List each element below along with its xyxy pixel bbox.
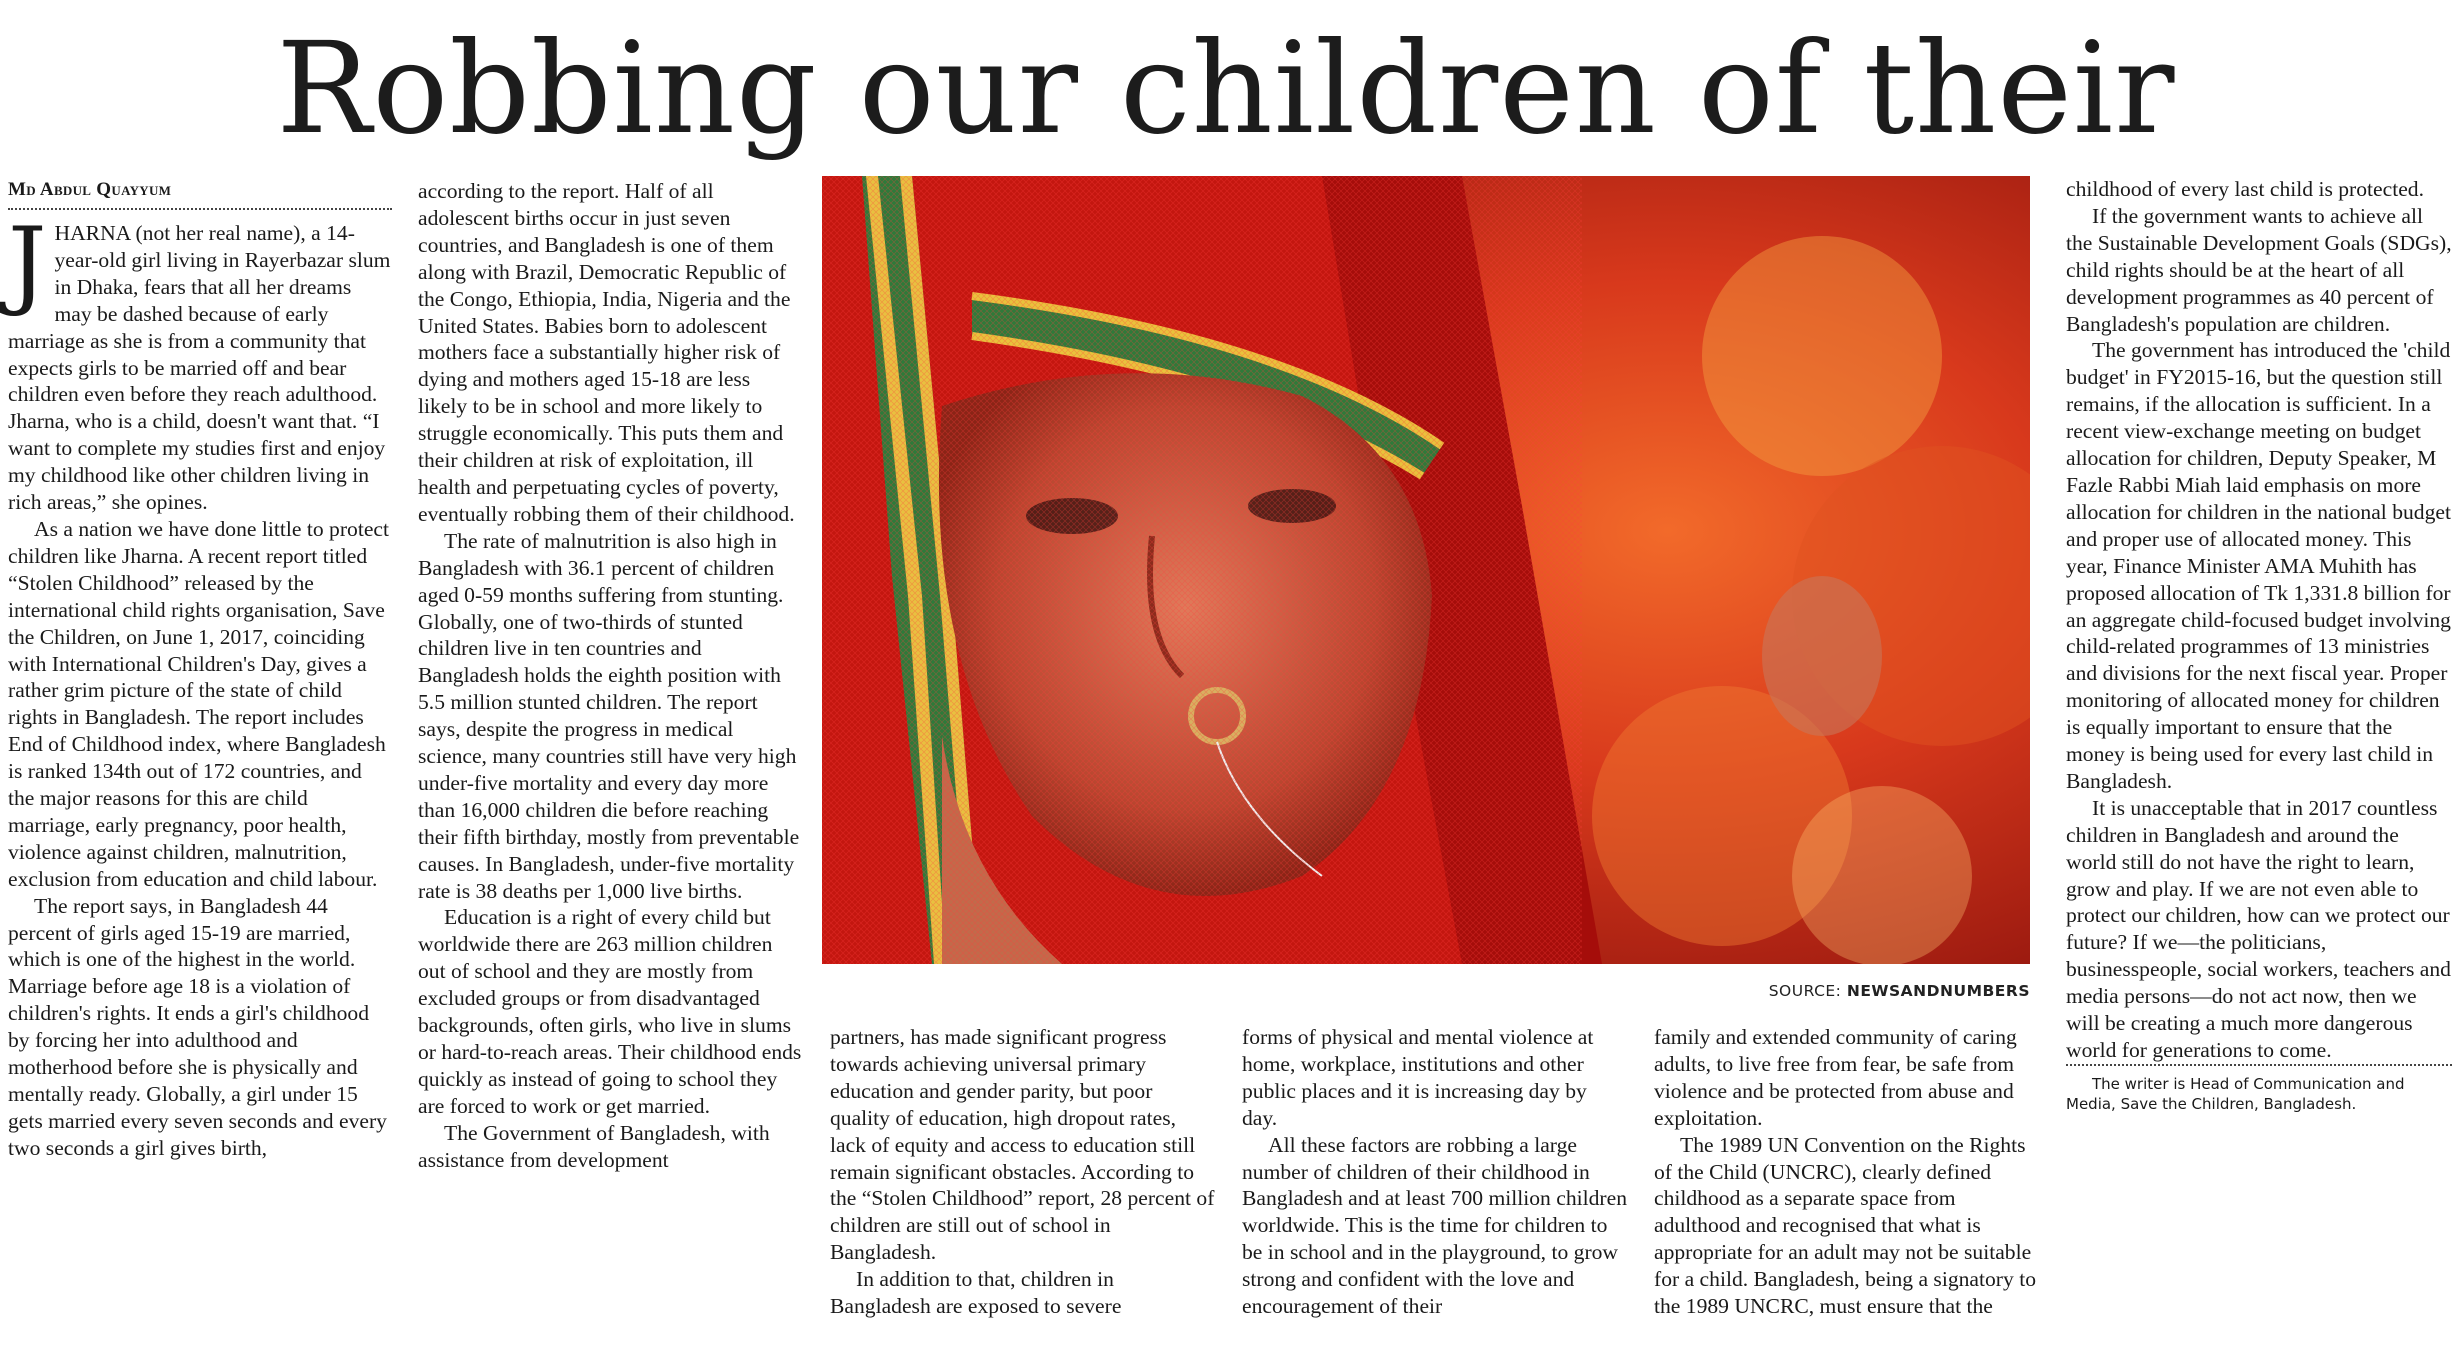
paragraph: The Government of Bangladesh, with assistance from development (418, 1120, 770, 1172)
paragraph: forms of physical and mental violence at home, workplace, institutions and other public places and it is increasing day by day. (1242, 1025, 1594, 1130)
article-column-1 (8, 178, 392, 1162)
paragraph: The government has introduced the 'child budget' in FY2015-16, but the question still remains, if the allocation is sufficient. In a recent view-exchange meeting on budget allocation for children, Deputy Speaker, M Fazle Rabbi Miah laid emphasis on more allocation for children in the national budget and proper use of allocated money. This year, Finance Minister AMA Muhith has proposed allocation of Tk 1,331.8 billion for an aggregate child-focused budget involving child-related programmes of 13 ministries and divisions for the next fiscal year. Proper monitoring of allocated money for children is equally important to ensure that the money is being used for every last child in Bangladesh. (2066, 338, 2451, 793)
paragraph: In addition to that, children in Bangladesh are exposed to severe (830, 1267, 1122, 1319)
photo-source (1640, 982, 2030, 1000)
article-photo (822, 176, 2030, 964)
paragraph: The rate of malnutrition is also high in Bangladesh with 36.1 percent of children aged 0-59 months suffering from stunting. Globally, one of two-thirds of stunted children live in ten countries and Bangladesh holds the eighth position with 5.5 million stunted children. The report says, despite the progress in medical science, many countries still have very high under-five mortality and every day more than 16,000 children die before reaching their fifth birthday, mostly from preventable causes. In Bangladesh, under-five mortality rate is 38 deaths per 1,000 live births. (418, 528, 800, 903)
headline: Robbing our children of their (276, 15, 2176, 162)
paragraph: The report says, in Bangladesh 44 percent of girls aged 15-19 are married, which is one of the highest in the world. Marriage before age 18 is a violation of children's rights. It ends a girl's childhood by forcing her into adulthood and motherhood before she is physically and mentally ready. Globally, a girl under 15 gets married every seven seconds and every two seconds a girl gives birth, (8, 893, 387, 1160)
paragraph: childhood of every last child is protected. (2066, 177, 2424, 201)
article-column-3 (830, 1024, 1215, 1354)
photo-source-label: SOURCE: (1768, 982, 1842, 1000)
paragraph: The 1989 UN Convention on the Rights of the Child (UNCRC), clearly defined childhood as a separate space from adulthood and recognised that what is appropriate for an adult may not be suitable for a child. Bangladesh, being a signatory to the 1989 UNCRC, must ensure that the (1654, 1132, 2036, 1319)
paragraph (8, 207, 392, 516)
photo-source-name: NEWSANDNUMBERS (1846, 982, 2030, 1000)
paragraph: As a nation we have done little to protect children like Jharna. A recent report titled “Stolen Childhood” released by the international child rights organisation, Save the Children, on June 1, 2017, coinciding with International Children's Day, gives a rather grim picture of the state of child rights in Bangladesh. The report includes End of Childhood index, where Bangladesh is ranked 134th out of 172 countries, and the major reasons for this are child marriage, early pregnancy, poor health, violence against children, malnutrition, exclusion from education and child labour. (8, 516, 389, 891)
writer-note: The writer is Head of Communication and Media, Save the Children, Bangladesh. (2066, 1064, 2452, 1114)
paragraph: according to the report. Half of all adolescent births occur in just seven countries, and Bangladesh is one of them along with Brazil, Democratic Republic of the Congo, Ethiopia, India, Nigeria and the United States. Babies born to adolescent mothers face a substantially higher risk of dying and mothers aged 15-18 are less likely to be in school and more likely to struggle economically. This puts them and their children at risk of exploitation, ill health and perpetuating cycles of poverty, eventually robbing them of their childhood. (418, 179, 795, 526)
paragraph: family and extended community of caring adults, to live free from fear, be safe from violence and be protected from abuse and exploitation. (1654, 1025, 2017, 1130)
paragraph: It is unacceptable that in 2017 countless children in Bangladesh and around the world still do not have the right to learn, grow and play. If we are not even able to protect our children, how can we protect our future? If we—the politicians, businesspeople, social workers, teachers and media persons—do not act now, then we will be creating a much more dangerous world for generations to come. (2066, 795, 2451, 1062)
article-column-6 (2066, 176, 2452, 1114)
paragraph: All these factors are robbing a large number of children of their childhood in Bangladesh and at least 700 million children worldwide. This is the time for children to be in school and in the playground, to grow strong and confident with the love and encouragement of their (1242, 1132, 1627, 1319)
paragraph-text: HARNA (not her real name), a 14-year-old girl living in Rayerbazar slum in Dhaka, fears that all her dreams may be dashed because of early marriage as she is from a community that expects girls to be married off and bear children even before they reach adulthood. Jharna, who is a child, doesn't want that. “I want to complete my studies first and enjoy my childhood like other children living in rich areas,” she opines. (8, 221, 391, 515)
paragraph: Education is a right of every child but worldwide there are 263 million children out of school and they are mostly from excluded groups or from disadvantaged backgrounds, often girls, who live in slums or hard-to-reach areas. Their childhood ends quickly as instead of going to school they are forced to work or get married. (418, 905, 802, 1118)
article-column-4 (1242, 1024, 1627, 1354)
paragraph: partners, has made significant progress towards achieving universal primary education and gender parity, but poor quality of education, high dropout rates, lack of equity and access to education still remain significant obstacles. According to the “Stolen Childhood” report, 28 percent of children are still out of school in Bangladesh. (830, 1025, 1215, 1265)
article-column-2 (418, 178, 803, 1174)
child-bride-photo (822, 176, 2030, 964)
drop-cap: J (8, 207, 47, 319)
byline: Md Abdul Quayyum (8, 178, 392, 210)
paragraph: If the government wants to achieve all the Sustainable Development Goals (SDGs), child rights should be at the heart of all development programmes as 40 percent of Bangladesh's population are children. (2066, 203, 2452, 336)
article-column-5 (1654, 1024, 2039, 1354)
